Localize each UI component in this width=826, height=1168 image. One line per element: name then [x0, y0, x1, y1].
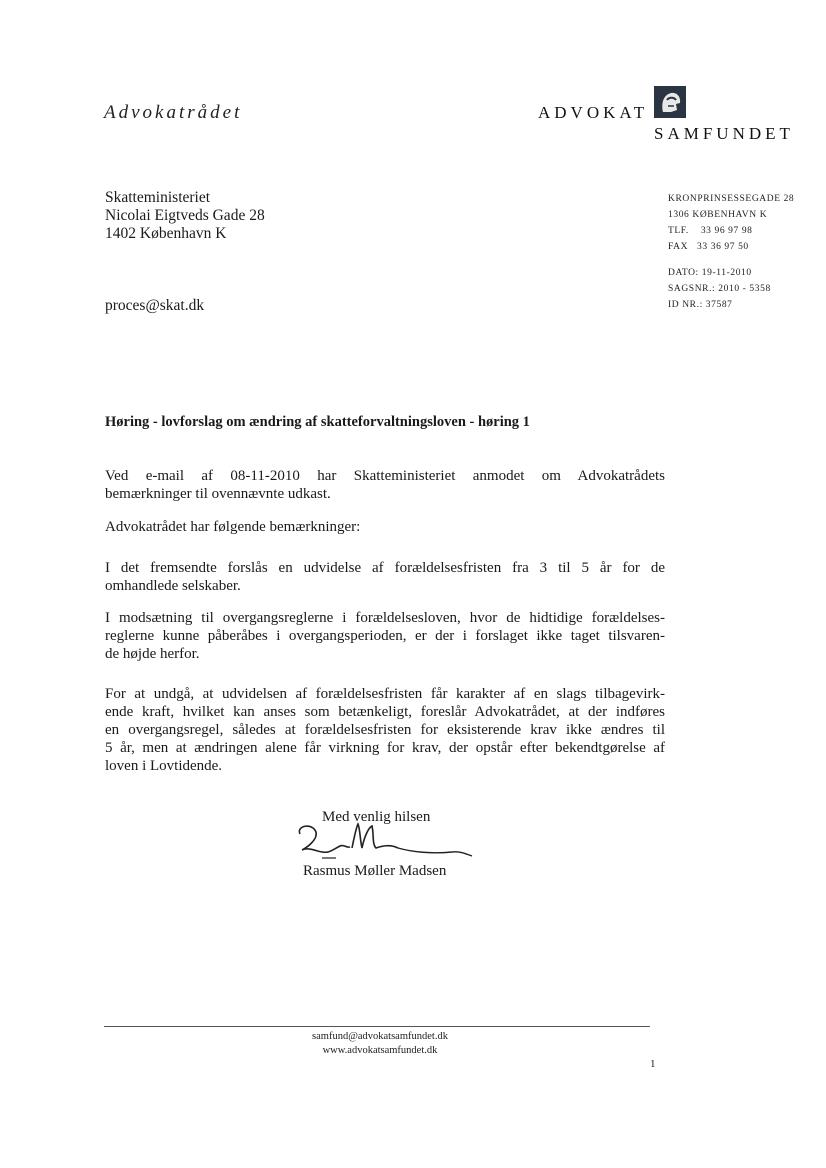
letter-date: DATO: 19-11-2010 — [668, 268, 752, 278]
office-fax — [668, 239, 749, 255]
paragraph-line: de højde herfor. — [105, 646, 200, 662]
paragraph-line: I det fremsendte forslås en udvidelse af forældelsesfristen fra 3 til 5 år for de — [105, 560, 665, 576]
paragraph-line: omhandlede selskaber. — [105, 578, 241, 594]
recipient-line: Nicolai Eigtveds Gade 28 — [105, 207, 265, 224]
body-paragraph — [105, 685, 665, 775]
paragraph-line: I modsætning til overgangsreglerne i forældelsesloven, hvor de hidtidige forældelses- — [105, 610, 665, 626]
letter-subject: Høring - lovforslag om ændring af skatteforvaltningsloven - høring 1 — [105, 414, 530, 430]
footer-email: samfund@advokatsamfundet.dk — [312, 1031, 448, 1042]
closing-salutation: Med venlig hilsen — [322, 809, 431, 825]
case-number: SAGSNR.: 2010 - 5358 — [668, 284, 771, 294]
paragraph-line: Ved e-mail af 08-11-2010 har Skatteministeriet anmodet om Advokatrådets — [105, 468, 665, 484]
phone-number: 33 96 97 98 — [700, 226, 753, 236]
handwritten-signature — [292, 818, 477, 868]
id-number: ID NR.: 37587 — [668, 300, 733, 310]
body-paragraph — [105, 518, 665, 536]
fax-number: 33 36 97 50 — [697, 242, 749, 252]
paragraph-line: reglerne kunne påberåbes i overgangsperioden, er der i forslaget ikke taget tilsvaren- — [105, 628, 665, 644]
office-phone — [668, 223, 753, 239]
logo-helmet-icon — [654, 86, 686, 118]
signer-name: Rasmus Møller Madsen — [303, 863, 447, 879]
sender-name: Advokatrådet — [104, 102, 243, 123]
recipient-line: Skatteministeriet — [105, 189, 211, 206]
paragraph-line: en overgangsregel, således at forældelsesfristen for eksisterende krav ikke ændres til — [105, 722, 665, 738]
paragraph-line: bemærkninger til ovennævnte udkast. — [105, 486, 331, 502]
paragraph-line: Advokatrådet har følgende bemærkninger: — [105, 519, 361, 535]
body-paragraph — [105, 609, 665, 663]
recipient-email: proces@skat.dk — [105, 297, 205, 314]
recipient-line: 1402 København K — [105, 225, 227, 242]
fax-label: FAX — [668, 242, 689, 252]
body-paragraph — [105, 559, 665, 595]
phone-label: TLF. — [668, 226, 689, 236]
paragraph-line: loven i Lovtidende. — [105, 758, 223, 774]
paragraph-line: ende kraft, hvilket kan anses som betænkeligt, foreslår Advokatrådet, at der indføres — [105, 704, 665, 720]
footer-divider — [104, 1026, 650, 1027]
paragraph-line: 5 år, men at ændringen alene får virkning for krav, der opstår efter bekendtgørelse af — [105, 740, 665, 756]
footer-website: www.advokatsamfundet.dk — [322, 1045, 438, 1056]
logo-word-advokat: ADVOKAT — [538, 103, 649, 122]
body-paragraph — [105, 467, 665, 503]
office-street: KRONPRINSESSEGADE 28 — [668, 194, 795, 204]
logo-word-samfundet: SAMFUNDET — [654, 124, 794, 143]
office-city: 1306 KØBENHAVN K — [668, 210, 768, 220]
page-number: 1 — [650, 1058, 656, 1070]
paragraph-line: For at undgå, at udvidelsen af forældelsesfristen får karakter af en slags tilbagevirk- — [105, 686, 665, 702]
